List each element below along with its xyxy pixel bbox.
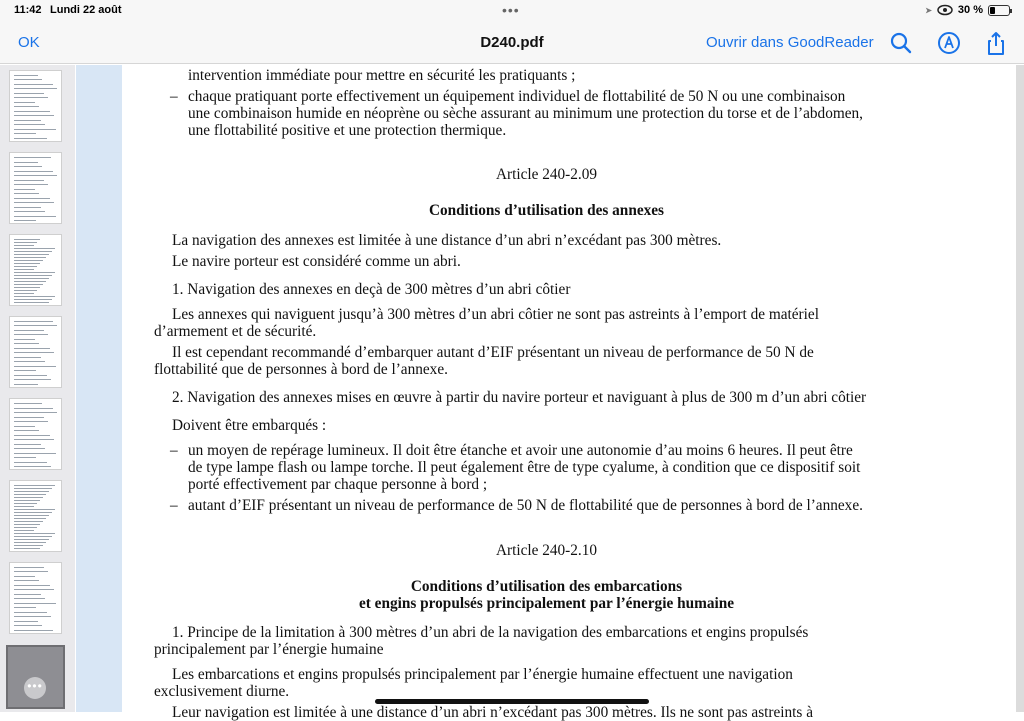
thumbnail-text-line	[14, 242, 37, 243]
thumbnail-text-line	[14, 439, 54, 440]
thumbnail-text-line	[14, 88, 57, 89]
thumbnail-text-line	[14, 211, 45, 212]
text-line: Il est cependant recommandé d’embarquer autant d’EIF présentant un niveau de performance de 50 N de	[172, 344, 814, 361]
location-icon: ➤	[925, 5, 932, 15]
thumbnail-text-line	[14, 93, 44, 94]
thumbnail-text-line	[14, 580, 39, 581]
bullet-dash: –	[170, 88, 178, 105]
thumbnail-text-line	[14, 352, 54, 353]
battery-icon	[988, 5, 1010, 16]
article-number: Article 240-2.10	[495, 542, 598, 559]
thumbnail-text-line	[14, 630, 53, 631]
thumbnail-text-line	[14, 84, 53, 85]
bullet-dash: –	[170, 497, 178, 514]
thumbnail-text-line	[14, 193, 39, 194]
thumbnail-text-line	[14, 625, 42, 626]
share-icon[interactable]	[983, 30, 1009, 56]
text-line: porté effectivement par chaque personne à bord ;	[188, 476, 488, 493]
thumbnail-text-line	[14, 334, 48, 335]
thumbnail-text-line	[14, 585, 50, 586]
thumbnail-text-line	[14, 129, 56, 130]
thumbnail-text-line	[14, 616, 51, 617]
page-thumbnail[interactable]	[9, 398, 62, 470]
article-heading: et engins propulsés principalement par l’énergie humaine	[358, 595, 735, 612]
thumbnail-text-line	[14, 175, 57, 176]
thumbnail-text-line	[14, 509, 55, 510]
thumbnail-text-line	[14, 281, 46, 282]
thumbnail-text-line	[14, 539, 49, 540]
thumbnail-text-line	[14, 133, 36, 134]
article-heading: Conditions d’utilisation des embarcations	[410, 578, 683, 595]
thumbnail-text-line	[14, 462, 47, 463]
search-icon[interactable]	[888, 30, 914, 56]
thumbnail-text-line	[14, 102, 35, 103]
thumbnail-text-line	[14, 494, 46, 495]
thumbnail-text-line	[14, 184, 48, 185]
thumbnail-text-line	[14, 138, 47, 139]
thumbnail-text-line	[14, 379, 51, 380]
thumbnail-text-line	[14, 500, 40, 501]
thumbnail-text-line	[14, 75, 38, 76]
subsection-title: 2. Navigation des annexes mises en œuvre à partir du navire porteur et naviguant à plus de 300 m d’un abri côtier	[172, 389, 867, 406]
thumbnail-text-line	[14, 290, 37, 291]
subsection-title: 1. Navigation des annexes en deçà de 300 mètres d’un abri côtier	[172, 281, 571, 298]
text-line: de type lampe flash ou lampe torche. Il peut également être de type cyalume, à condition que ce dispositif soit	[188, 459, 861, 476]
text-line: 1. Principe de la limitation à 300 mètres d’un abri de la navigation des embarcations et engins propulsés	[172, 624, 809, 641]
status-bar	[0, 0, 1024, 22]
thumbnail-text-line	[14, 412, 57, 413]
page-thumbnail[interactable]	[9, 562, 62, 634]
thumbnail-text-line	[14, 106, 39, 107]
thumbnail-text-line	[14, 598, 45, 599]
thumbnail-text-line	[14, 503, 37, 504]
text-line: un moyen de repérage lumineux. Il doit être étanche et avoir une autonomie d’au moins 6 heures. Il peut être	[188, 442, 853, 459]
thumbnail-text-line	[14, 603, 56, 604]
thumbnail-text-line	[14, 518, 46, 519]
thumbnail-text-line	[14, 435, 50, 436]
page-thumbnail[interactable]	[9, 480, 62, 552]
thumbnail-text-line	[14, 448, 45, 449]
text-line: autant d’EIF présentant un niveau de performance de 50 N de flottabilité que de personnes à bord de l’annexe.	[188, 497, 863, 514]
thumbnail-text-line	[14, 567, 44, 568]
thumbnail-text-line	[14, 488, 52, 489]
thumbnail-text-line	[14, 515, 49, 516]
thumbnail-text-line	[14, 607, 36, 608]
article-number: Article 240-2.09	[495, 166, 598, 183]
thumbnail-text-line	[14, 612, 47, 613]
thumbnail-text-line	[14, 497, 43, 498]
paragraph: Le navire porteur est considéré comme un abri.	[172, 253, 461, 270]
thumbnail-text-line	[14, 263, 40, 264]
thumbnail-text-line	[14, 536, 52, 537]
thumbnail-text-line	[14, 426, 35, 427]
text-line: une flottabilité positive et une protection thermique.	[188, 122, 507, 139]
article-heading: Conditions d’utilisation des annexes	[428, 202, 665, 219]
thumbnail-text-line	[14, 180, 44, 181]
thumbnail-text-line	[14, 548, 40, 549]
thumbnail-text-line	[14, 220, 36, 221]
more-icon[interactable]: •••	[24, 677, 46, 699]
pdf-page[interactable]	[122, 65, 1016, 721]
document-title: D240.pdf	[480, 34, 544, 51]
text-line: chaque pratiquant porte effectivement un équipement individuel de flottabilité de 50 N ou une combinaison	[188, 88, 846, 105]
pdf-toolbar	[0, 22, 1024, 64]
page-thumbnail[interactable]	[9, 152, 62, 224]
thumbnail-text-line	[14, 491, 49, 492]
thumbnail-text-line	[14, 485, 55, 486]
thumbnail-text-line	[14, 375, 47, 376]
status-time: 11:42	[14, 4, 42, 16]
thumbnail-text-line	[14, 361, 45, 362]
thumbnail-text-line	[14, 545, 43, 546]
thumbnail-text-line	[14, 216, 56, 217]
thumbnail-text-line	[14, 571, 48, 572]
thumbnail-text-line	[14, 266, 37, 267]
thumbnail-text-line	[14, 302, 49, 303]
text-line: Leur navigation est limitée à une distance d’un abri n’excédant pas 300 mètres. Ils ne sont pas astreints à	[172, 704, 813, 721]
text-line: Les embarcations et engins propulsés principalement par l’énergie humaine effectuent une navigation	[172, 666, 793, 683]
thumbnail-text-line	[14, 275, 52, 276]
thumbnail-text-line	[14, 325, 57, 326]
thumbnail-text-line	[14, 576, 35, 577]
thumbnail-text-line	[14, 97, 48, 98]
page-thumbnail[interactable]	[9, 70, 62, 142]
thumbnail-text-line	[14, 524, 40, 525]
thumbnail-text-line	[14, 533, 55, 534]
thumbnail-text-line	[14, 621, 38, 622]
thumbnail-text-line	[14, 506, 34, 507]
thumbnail-text-line	[14, 330, 44, 331]
page-thumbnail-sidebar[interactable]	[0, 65, 75, 712]
thumbnail-text-line	[14, 453, 56, 454]
text-line: Les annexes qui naviguent jusqu’à 300 mètres d’un abri côtier ne sont pas astreints à l’emport de matériel	[172, 306, 819, 323]
thumbnail-text-line	[14, 348, 50, 349]
thumbnail-text-line	[14, 111, 50, 112]
page-thumbnail[interactable]	[9, 316, 62, 388]
thumbnail-text-line	[14, 202, 54, 203]
thumbnail-text-line	[14, 157, 51, 158]
thumbnail-text-line	[14, 120, 41, 121]
thumbnail-text-line	[14, 339, 35, 340]
thumbnail-text-line	[14, 366, 56, 367]
text-line: principalement par l’énergie humaine	[154, 641, 384, 658]
text-line: flottabilité que de personnes à bord de l’annexe.	[154, 361, 448, 378]
page-gutter	[76, 65, 122, 712]
thumbnail-text-line	[14, 530, 34, 531]
thumbnail-text-line	[14, 171, 53, 172]
thumbnail-text-line	[14, 293, 34, 294]
thumbnail-text-line	[14, 284, 43, 285]
thumbnail-text-line	[14, 272, 55, 273]
page-thumbnail[interactable]	[9, 234, 62, 306]
multitasking-dots-icon[interactable]: •••	[502, 2, 520, 18]
thumbnail-text-line	[14, 248, 55, 249]
ok-button[interactable]: OK	[18, 34, 40, 51]
paragraph: La navigation des annexes est limitée à une distance d’un abri n’excédant pas 300 mètres.	[172, 232, 722, 249]
thumbnail-text-line	[14, 457, 36, 458]
thumbnail-text-line	[14, 166, 42, 167]
thumbnail-text-line	[14, 417, 44, 418]
markup-icon[interactable]	[936, 30, 962, 56]
thumbnail-text-line	[14, 239, 40, 240]
thumbnail-text-line	[14, 124, 45, 125]
thumbnail-text-line	[14, 260, 43, 261]
thumbnail-text-line	[14, 251, 52, 252]
thumbnail-text-line	[14, 245, 34, 246]
thumbnail-text-line	[14, 343, 39, 344]
thumbnail-text-line	[14, 444, 41, 445]
thumbnail-text-line	[14, 254, 49, 255]
thumbnail-text-line	[14, 162, 38, 163]
thumbnail-text-line	[14, 198, 50, 199]
thumbnail-text-line	[14, 287, 40, 288]
screen-mirror-icon	[937, 4, 953, 16]
thumbnail-text-line	[14, 527, 37, 528]
thumbnail-text-line	[14, 542, 46, 543]
thumbnail-text-line	[14, 278, 49, 279]
thumbnail-text-line	[14, 321, 53, 322]
thumbnail-text-line	[14, 189, 35, 190]
bullet-dash: –	[170, 442, 178, 459]
thumbnail-text-line	[14, 79, 42, 80]
paragraph: Doivent être embarqués :	[172, 417, 327, 434]
status-date: Lundi 22 août	[50, 4, 122, 16]
thumbnail-text-line	[14, 370, 36, 371]
thumbnail-text-line	[14, 257, 46, 258]
thumbnail-text-line	[14, 384, 38, 385]
thumbnail-text-line	[14, 408, 53, 409]
text-line: d’armement et de sécurité.	[154, 323, 317, 340]
open-in-goodreader-button[interactable]: Ouvrir dans GoodReader	[706, 34, 874, 51]
thumbnail-text-line	[14, 421, 48, 422]
thumbnail-text-line	[14, 207, 41, 208]
thumbnail-text-line	[14, 466, 51, 467]
home-indicator[interactable]	[375, 699, 649, 704]
thumbnail-text-line	[14, 299, 52, 300]
text-line: une combinaison humide en néoprène ou sèche assurant au minimum une protection du torse et de l’abdomen,	[188, 105, 863, 122]
thumbnail-text-line	[14, 589, 54, 590]
status-indicators	[925, 4, 1010, 16]
thumbnail-text-line	[14, 269, 34, 270]
battery-percent: 30 %	[957, 4, 983, 16]
text-line: exclusivement diurne.	[154, 683, 290, 700]
thumbnail-text-line	[14, 296, 55, 297]
thumbnail-text-line	[14, 430, 39, 431]
page-edge	[1016, 65, 1024, 712]
thumbnail-text-line	[14, 594, 41, 595]
thumbnail-text-line	[14, 512, 52, 513]
thumbnail-text-line	[14, 115, 54, 116]
thumbnail-text-line	[14, 403, 42, 404]
thumbnail-text-line	[14, 521, 43, 522]
text-line: intervention immédiate pour mettre en sécurité les pratiquants ;	[188, 67, 576, 84]
thumbnail-text-line	[14, 357, 41, 358]
